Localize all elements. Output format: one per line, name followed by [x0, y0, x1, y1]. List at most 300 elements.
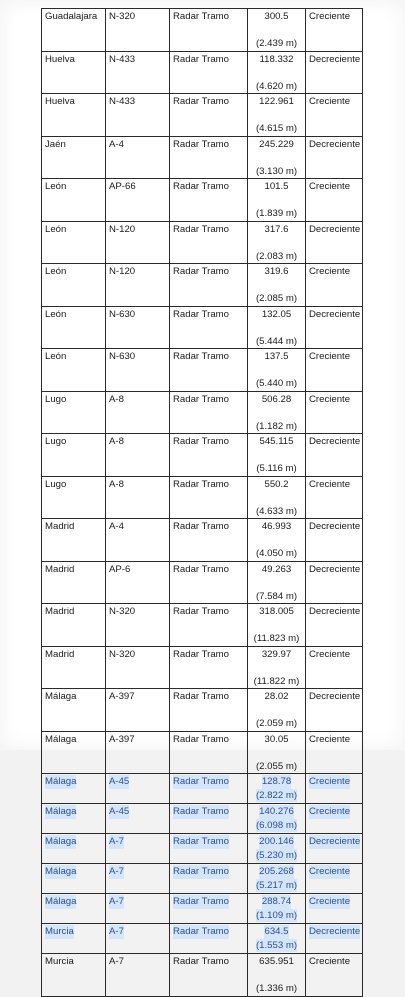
- direction-cell-text: Decreciente: [309, 223, 361, 235]
- direction-cell-text: Decreciente: [309, 691, 361, 702]
- radar-type-cell: [170, 604, 248, 647]
- direction-cell: [306, 561, 363, 604]
- radar-type-cell-text: Radar Tramo: [173, 11, 229, 22]
- kilometer-cell: [248, 954, 306, 997]
- section-length: (1.839 m): [255, 208, 298, 219]
- radar-type-cell: [170, 924, 248, 954]
- kilometer-cell: [248, 561, 306, 604]
- section-length: (2.085 m): [255, 293, 298, 304]
- road-cell: [106, 264, 170, 307]
- province-cell-text: León: [45, 308, 67, 320]
- kilometer-cell: [248, 221, 306, 264]
- kilometer-point: 122.961: [259, 96, 294, 107]
- direction-cell: [306, 924, 363, 954]
- direction-cell-text: Creciente: [309, 776, 351, 787]
- kilometer-cell: [248, 136, 306, 179]
- province-cell: [42, 604, 106, 647]
- province-cell-text: Málaga: [45, 806, 77, 817]
- table-row: [42, 349, 363, 392]
- road-cell: [106, 476, 170, 519]
- road-cell: [106, 804, 170, 834]
- province-cell: [42, 519, 106, 562]
- section-length: (2.055 m): [255, 760, 298, 772]
- road-cell: [106, 221, 170, 264]
- radar-type-cell-text: Radar Tramo: [173, 138, 229, 150]
- road-cell-text: A-7: [109, 956, 124, 967]
- direction-cell-text: Creciente: [309, 896, 351, 907]
- direction-cell-text: Decreciente: [309, 606, 361, 617]
- road-cell: [106, 94, 170, 137]
- province-cell-text: Huelva: [45, 53, 75, 65]
- province-cell: [42, 264, 106, 307]
- kilometer-cell: [248, 924, 306, 954]
- kilometer-cell: [248, 51, 306, 94]
- province-cell: [42, 306, 106, 349]
- province-cell-text: Guadalajara: [45, 11, 98, 22]
- section-length: (2.439 m): [255, 38, 298, 49]
- section-length: (5.217 m): [255, 879, 298, 891]
- province-cell: [42, 349, 106, 392]
- road-cell-text: N-120: [109, 266, 136, 277]
- table-row: [42, 9, 363, 52]
- radar-table-body: [42, 9, 363, 997]
- kilometer-point: 137.5: [264, 351, 289, 362]
- direction-cell: [306, 774, 363, 804]
- direction-cell: [306, 689, 363, 732]
- section-length: (5.116 m): [256, 463, 297, 474]
- table-row: [42, 51, 363, 94]
- radar-table: [41, 8, 363, 997]
- road-cell-text: A-7: [109, 866, 124, 877]
- kilometer-point: 140.276: [259, 806, 294, 817]
- kilometer-point: 46.993: [261, 521, 292, 532]
- province-cell-text: Madrid: [45, 563, 75, 575]
- kilometer-cell: [248, 864, 306, 894]
- road-cell-text: N-320: [109, 648, 136, 660]
- direction-cell: [306, 51, 363, 94]
- section-length: (5.444 m): [255, 335, 298, 347]
- province-cell-text: León: [45, 266, 67, 277]
- province-cell: [42, 774, 106, 804]
- radar-type-cell: [170, 221, 248, 264]
- direction-cell: [306, 434, 363, 477]
- direction-cell-text: Creciente: [309, 11, 351, 22]
- radar-type-cell: [170, 689, 248, 732]
- province-cell-text: Málaga: [45, 896, 77, 907]
- table-row: [42, 391, 363, 434]
- direction-cell: [306, 804, 363, 834]
- table-row: [42, 604, 363, 647]
- table-row: [42, 306, 363, 349]
- kilometer-point: 318.005: [259, 606, 294, 617]
- road-cell: [106, 646, 170, 689]
- road-cell: [106, 864, 170, 894]
- province-cell: [42, 894, 106, 924]
- road-cell: [106, 774, 170, 804]
- direction-cell: [306, 264, 363, 307]
- direction-cell: [306, 604, 363, 647]
- province-cell: [42, 391, 106, 434]
- province-cell: [42, 954, 106, 997]
- kilometer-point: 200.146: [259, 836, 294, 847]
- direction-cell: [306, 646, 363, 689]
- radar-type-cell-text: Radar Tramo: [173, 836, 229, 847]
- section-length: (1.182 m): [255, 420, 298, 432]
- section-length: (11.822 m): [253, 675, 300, 687]
- radar-type-cell-text: Radar Tramo: [173, 308, 229, 320]
- province-cell-text: Madrid: [45, 606, 75, 617]
- radar-type-cell: [170, 9, 248, 52]
- radar-type-cell-text: Radar Tramo: [173, 896, 229, 907]
- radar-type-cell-text: Radar Tramo: [173, 436, 229, 447]
- radar-type-cell: [170, 519, 248, 562]
- radar-type-cell-text: Radar Tramo: [173, 691, 229, 702]
- direction-cell: [306, 894, 363, 924]
- province-cell: [42, 864, 106, 894]
- road-cell: [106, 349, 170, 392]
- road-cell-text: A-8: [109, 393, 124, 405]
- table-row: [42, 264, 363, 307]
- road-cell: [106, 731, 170, 774]
- kilometer-cell: [248, 774, 306, 804]
- road-cell-text: N-120: [109, 223, 136, 235]
- road-cell: [106, 391, 170, 434]
- road-cell-text: N-320: [109, 606, 136, 617]
- road-cell-text: N-320: [109, 11, 136, 22]
- road-cell-text: AP-6: [109, 563, 131, 575]
- table-row: [42, 804, 363, 834]
- section-length: (4.050 m): [255, 548, 298, 559]
- direction-cell: [306, 94, 363, 137]
- province-cell-text: Málaga: [45, 733, 77, 745]
- direction-cell-text: Decreciente: [309, 138, 361, 150]
- table-row: [42, 519, 363, 562]
- radar-type-cell: [170, 136, 248, 179]
- kilometer-point: 317.6: [264, 223, 289, 235]
- radar-type-cell-text: Radar Tramo: [173, 606, 229, 617]
- province-cell-text: Murcia: [45, 956, 74, 967]
- direction-cell: [306, 519, 363, 562]
- kilometer-point: 30.05: [264, 733, 289, 745]
- direction-cell-text: Creciente: [309, 181, 351, 192]
- kilometer-cell: [248, 434, 306, 477]
- road-cell: [106, 434, 170, 477]
- province-cell-text: Lugo: [45, 393, 67, 405]
- direction-cell-text: Creciente: [309, 956, 351, 967]
- road-cell: [106, 561, 170, 604]
- section-length: (2.059 m): [255, 718, 298, 729]
- radar-type-cell-text: Radar Tramo: [173, 806, 229, 817]
- direction-cell-text: Creciente: [309, 393, 351, 405]
- province-cell: [42, 434, 106, 477]
- province-cell: [42, 804, 106, 834]
- kilometer-point: 28.02: [264, 691, 289, 702]
- road-cell: [106, 519, 170, 562]
- kilometer-point: 132.05: [261, 308, 292, 320]
- road-cell: [106, 9, 170, 52]
- road-cell-text: N-433: [109, 96, 136, 107]
- province-cell-text: Lugo: [45, 478, 67, 490]
- direction-cell-text: Creciente: [309, 866, 351, 877]
- direction-cell-text: Decreciente: [309, 926, 361, 937]
- table-row: [42, 179, 363, 222]
- kilometer-point: 288.74: [261, 896, 292, 907]
- table-row: [42, 954, 363, 997]
- kilometer-cell: [248, 604, 306, 647]
- province-cell: [42, 221, 106, 264]
- kilometer-cell: [248, 9, 306, 52]
- radar-type-cell: [170, 864, 248, 894]
- direction-cell-text: Creciente: [309, 351, 351, 362]
- province-cell-text: Málaga: [45, 836, 77, 847]
- radar-type-cell: [170, 434, 248, 477]
- province-cell: [42, 731, 106, 774]
- direction-cell: [306, 391, 363, 434]
- kilometer-cell: [248, 179, 306, 222]
- section-length: (1.553 m): [255, 939, 298, 951]
- kilometer-cell: [248, 349, 306, 392]
- kilometer-cell: [248, 94, 306, 137]
- province-cell: [42, 9, 106, 52]
- section-length: (4.633 m): [255, 505, 298, 517]
- radar-type-cell: [170, 306, 248, 349]
- kilometer-cell: [248, 894, 306, 924]
- table-row: [42, 834, 363, 864]
- section-length: (2.083 m): [255, 250, 298, 262]
- radar-type-cell-text: Radar Tramo: [173, 181, 229, 192]
- table-row: [42, 689, 363, 732]
- province-cell-text: León: [45, 351, 67, 362]
- radar-type-cell: [170, 774, 248, 804]
- kilometer-cell: [248, 834, 306, 864]
- province-cell-text: Málaga: [45, 691, 77, 702]
- province-cell: [42, 94, 106, 137]
- road-cell: [106, 924, 170, 954]
- road-cell: [106, 834, 170, 864]
- radar-type-cell: [170, 804, 248, 834]
- kilometer-cell: [248, 476, 306, 519]
- road-cell-text: A-7: [109, 896, 124, 907]
- province-cell-text: Málaga: [45, 866, 77, 877]
- radar-type-cell-text: Radar Tramo: [173, 776, 229, 787]
- table-row: [42, 434, 363, 477]
- road-cell: [106, 604, 170, 647]
- direction-cell: [306, 834, 363, 864]
- kilometer-cell: [248, 689, 306, 732]
- radar-type-cell-text: Radar Tramo: [173, 956, 229, 967]
- table-row: [42, 94, 363, 137]
- direction-cell-text: Creciente: [309, 648, 351, 660]
- province-cell-text: Lugo: [45, 436, 67, 447]
- road-cell: [106, 306, 170, 349]
- direction-cell: [306, 9, 363, 52]
- table-row: [42, 894, 363, 924]
- kilometer-cell: [248, 519, 306, 562]
- road-cell-text: A-4: [109, 521, 124, 532]
- radar-type-cell-text: Radar Tramo: [173, 266, 229, 277]
- table-row: [42, 221, 363, 264]
- radar-type-cell-text: Radar Tramo: [173, 223, 229, 235]
- radar-type-cell: [170, 894, 248, 924]
- section-length: (3.130 m): [255, 165, 298, 177]
- province-cell-text: Jaén: [45, 138, 66, 150]
- road-cell-text: N-630: [109, 308, 136, 320]
- kilometer-cell: [248, 264, 306, 307]
- radar-type-cell-text: Radar Tramo: [173, 733, 229, 745]
- radar-type-cell: [170, 476, 248, 519]
- radar-type-cell: [170, 264, 248, 307]
- province-cell: [42, 51, 106, 94]
- direction-cell-text: Creciente: [309, 96, 351, 107]
- radar-type-cell: [170, 646, 248, 689]
- section-length: (4.615 m): [255, 123, 298, 134]
- kilometer-cell: [248, 731, 306, 774]
- radar-type-cell: [170, 561, 248, 604]
- province-cell-text: Málaga: [45, 776, 77, 787]
- direction-cell-text: Creciente: [309, 266, 351, 277]
- road-cell-text: N-630: [109, 351, 136, 362]
- road-cell-text: A-7: [109, 926, 124, 937]
- kilometer-point: 506.28: [261, 393, 292, 405]
- section-length: (6.098 m): [255, 819, 298, 831]
- province-cell: [42, 561, 106, 604]
- direction-cell: [306, 864, 363, 894]
- province-cell: [42, 136, 106, 179]
- kilometer-cell: [248, 391, 306, 434]
- direction-cell-text: Decreciente: [309, 436, 361, 447]
- province-cell: [42, 476, 106, 519]
- section-length: (1.109 m): [255, 909, 298, 921]
- province-cell-text: Huelva: [45, 96, 75, 107]
- kilometer-point: 545.115: [259, 436, 294, 447]
- road-cell: [106, 954, 170, 997]
- table-row: [42, 136, 363, 179]
- province-cell-text: Madrid: [45, 521, 75, 532]
- road-cell: [106, 894, 170, 924]
- direction-cell: [306, 136, 363, 179]
- radar-type-cell: [170, 731, 248, 774]
- province-cell: [42, 834, 106, 864]
- radar-type-cell: [170, 391, 248, 434]
- direction-cell-text: Decreciente: [309, 563, 361, 575]
- province-cell: [42, 924, 106, 954]
- kilometer-cell: [248, 306, 306, 349]
- province-cell-text: Murcia: [45, 926, 74, 937]
- section-length: (1.336 m): [255, 983, 298, 994]
- radar-type-cell-text: Radar Tramo: [173, 563, 229, 575]
- kilometer-point: 205.268: [259, 866, 294, 877]
- province-cell-text: León: [45, 181, 67, 192]
- kilometer-cell: [248, 646, 306, 689]
- radar-type-cell: [170, 954, 248, 997]
- radar-type-cell-text: Radar Tramo: [173, 521, 229, 532]
- road-cell-text: AP-66: [109, 181, 136, 192]
- section-length: (2.822 m): [255, 789, 298, 801]
- radar-type-cell: [170, 834, 248, 864]
- direction-cell: [306, 179, 363, 222]
- road-cell-text: A-8: [109, 478, 124, 490]
- province-cell-text: Madrid: [45, 648, 75, 660]
- radar-type-cell-text: Radar Tramo: [173, 96, 229, 107]
- kilometer-point: 635.951: [259, 956, 294, 967]
- kilometer-point: 245.229: [259, 138, 294, 150]
- kilometer-point: 300.5: [264, 11, 289, 22]
- kilometer-cell: [248, 804, 306, 834]
- kilometer-point: 319.6: [264, 266, 289, 277]
- section-length: (5.230 m): [255, 849, 298, 861]
- kilometer-point: 634.5: [264, 926, 289, 937]
- direction-cell: [306, 731, 363, 774]
- province-cell: [42, 179, 106, 222]
- section-length: (5.440 m): [255, 378, 298, 389]
- radar-type-cell: [170, 349, 248, 392]
- direction-cell: [306, 221, 363, 264]
- road-cell: [106, 179, 170, 222]
- table-row: [42, 774, 363, 804]
- direction-cell: [306, 306, 363, 349]
- direction-cell: [306, 954, 363, 997]
- section-length: (11.823 m): [253, 633, 300, 644]
- kilometer-point: 128.78: [261, 776, 292, 787]
- road-cell: [106, 136, 170, 179]
- road-cell-text: A-7: [109, 836, 124, 847]
- radar-type-cell: [170, 94, 248, 137]
- direction-cell-text: Creciente: [309, 806, 351, 817]
- radar-type-cell-text: Radar Tramo: [173, 648, 229, 660]
- direction-cell: [306, 349, 363, 392]
- table-row: [42, 924, 363, 954]
- province-cell: [42, 646, 106, 689]
- road-cell-text: N-433: [109, 53, 136, 65]
- road-cell-text: A-45: [109, 806, 130, 817]
- road-cell-text: A-397: [109, 733, 135, 745]
- road-cell-text: A-397: [109, 691, 135, 702]
- table-row: [42, 731, 363, 774]
- kilometer-point: 118.332: [259, 53, 294, 65]
- direction-cell-text: Creciente: [309, 478, 351, 490]
- radar-type-cell-text: Radar Tramo: [173, 866, 229, 877]
- direction-cell-text: Decreciente: [309, 53, 361, 65]
- direction-cell-text: Creciente: [309, 733, 351, 745]
- table-row: [42, 864, 363, 894]
- radar-type-cell: [170, 51, 248, 94]
- radar-type-cell-text: Radar Tramo: [173, 53, 229, 65]
- radar-type-cell-text: Radar Tramo: [173, 926, 229, 937]
- radar-type-cell: [170, 179, 248, 222]
- table-row: [42, 476, 363, 519]
- kilometer-point: 550.2: [264, 478, 289, 490]
- road-cell: [106, 689, 170, 732]
- radar-type-cell-text: Radar Tramo: [173, 351, 229, 362]
- radar-type-cell-text: Radar Tramo: [173, 393, 229, 405]
- radar-type-cell-text: Radar Tramo: [173, 478, 229, 490]
- province-cell-text: León: [45, 223, 67, 235]
- road-cell-text: A-8: [109, 436, 124, 447]
- direction-cell: [306, 476, 363, 519]
- kilometer-point: 49.263: [261, 563, 292, 575]
- direction-cell-text: Decreciente: [309, 521, 361, 532]
- kilometer-point: 101.5: [264, 181, 289, 192]
- kilometer-point: 329.97: [261, 648, 292, 660]
- section-length: (7.584 m): [255, 590, 298, 602]
- road-cell-text: A-4: [109, 138, 124, 150]
- direction-cell-text: Decreciente: [309, 308, 361, 320]
- road-cell-text: A-45: [109, 776, 130, 787]
- section-length: (4.620 m): [255, 80, 298, 92]
- table-row: [42, 561, 363, 604]
- province-cell: [42, 689, 106, 732]
- road-cell: [106, 51, 170, 94]
